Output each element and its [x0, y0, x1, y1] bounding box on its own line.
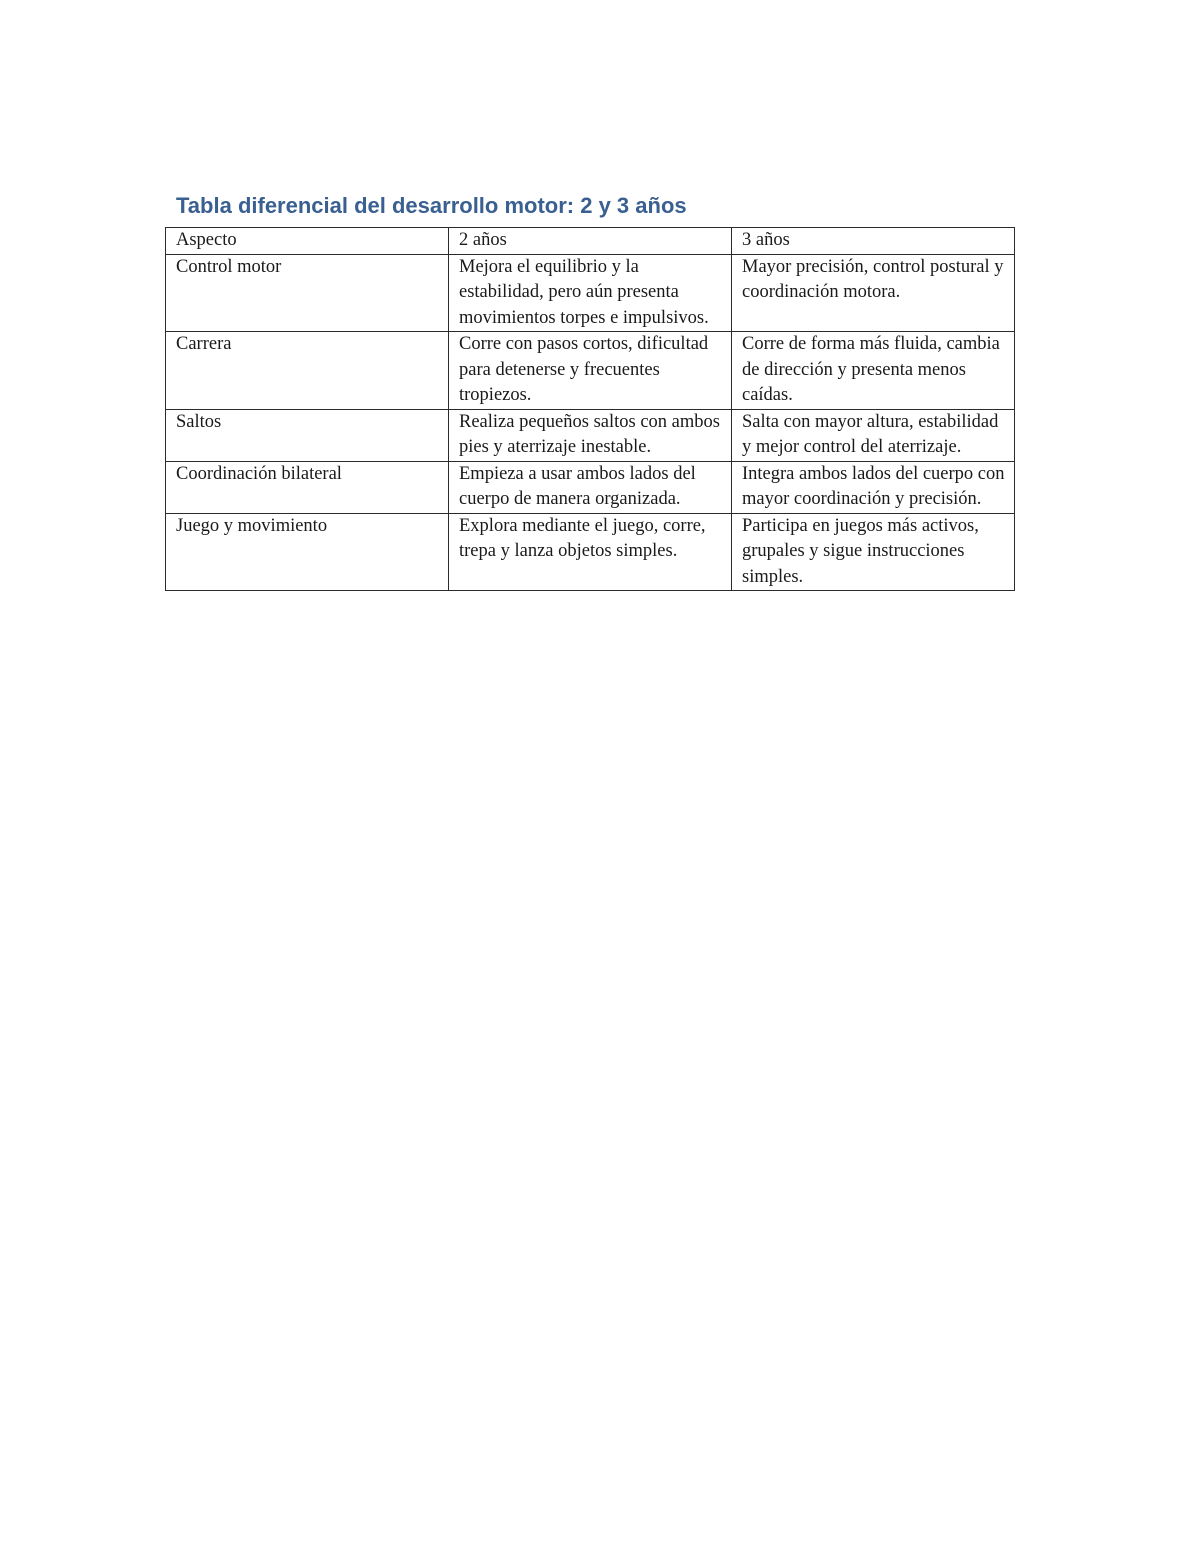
table-cell-3-anos: Participa en juegos más activos, grupales y sigue instrucciones simples. — [732, 513, 1015, 591]
table-cell-2-anos: Explora mediante el juego, corre, trepa y lanza objetos simples. — [449, 513, 732, 591]
table-cell-aspect: Juego y movimiento — [166, 513, 449, 591]
table-cell-aspect: Carrera — [166, 332, 449, 410]
table-row — [166, 513, 1015, 591]
table-cell-2-anos: Mejora el equilibrio y la estabilidad, pero aún presenta movimientos torpes e impulsivos. — [449, 254, 732, 332]
motor-development-table — [165, 227, 1015, 591]
table-cell-2-anos: Realiza pequeños saltos con ambos pies y aterrizaje inestable. — [449, 409, 732, 461]
table-cell-aspect: Coordinación bilateral — [166, 461, 449, 513]
table-cell-3-anos: Integra ambos lados del cuerpo con mayor coordinación y precisión. — [732, 461, 1015, 513]
table-row — [166, 254, 1015, 332]
table-cell-aspect: Control motor — [166, 254, 449, 332]
table-row — [166, 409, 1015, 461]
document-title: Tabla diferencial del desarrollo motor: 2 y 3 años — [176, 193, 687, 218]
column-header-2-anos: 2 años — [449, 228, 732, 255]
column-header-aspecto: Aspecto — [166, 228, 449, 255]
table-cell-3-anos: Mayor precisión, control postural y coordinación motora. — [732, 254, 1015, 332]
table-container — [165, 227, 1014, 591]
table-cell-3-anos: Salta con mayor altura, estabilidad y mejor control del aterrizaje. — [732, 409, 1015, 461]
table-row — [166, 461, 1015, 513]
table-header-row — [166, 228, 1015, 255]
table-cell-3-anos: Corre de forma más fluida, cambia de dirección y presenta menos caídas. — [732, 332, 1015, 410]
table-cell-2-anos: Empieza a usar ambos lados del cuerpo de manera organizada. — [449, 461, 732, 513]
table-cell-aspect: Saltos — [166, 409, 449, 461]
table-cell-2-anos: Corre con pasos cortos, dificultad para detenerse y frecuentes tropiezos. — [449, 332, 732, 410]
column-header-3-anos: 3 años — [732, 228, 1015, 255]
table-row — [166, 332, 1015, 410]
